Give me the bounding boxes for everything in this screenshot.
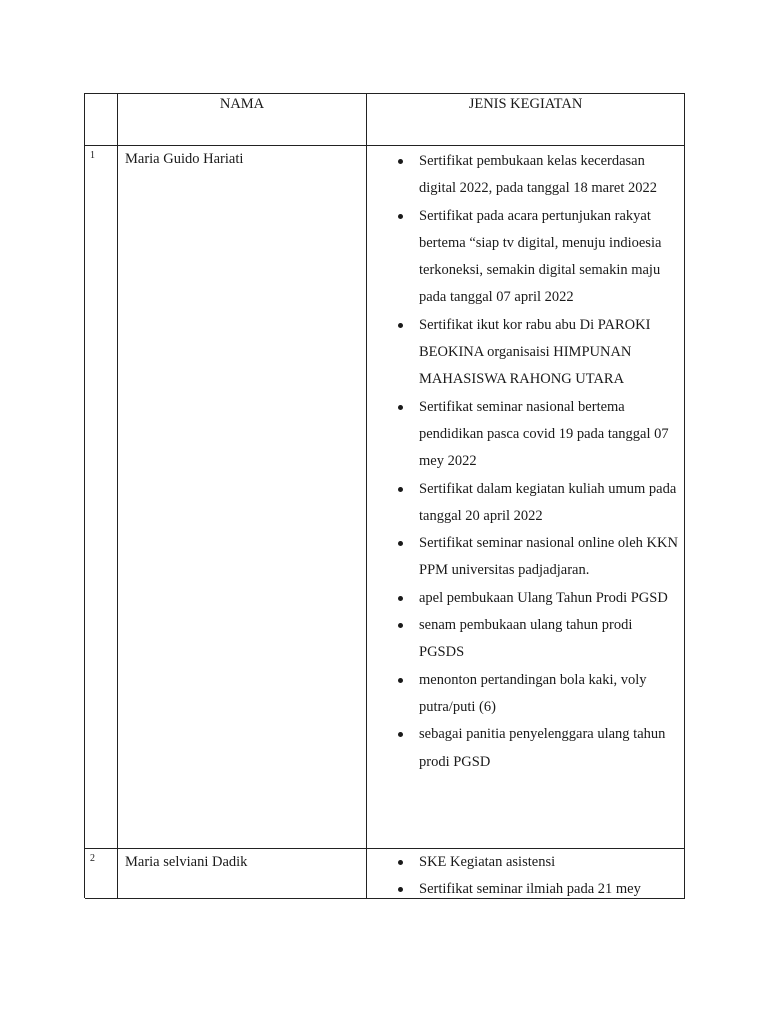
bullet-icon bbox=[398, 405, 403, 410]
bullet-icon bbox=[398, 596, 403, 601]
activity-text: sebagai panitia penyelenggara ulang tahun prodi PGSD bbox=[419, 726, 666, 770]
row-1-number: 1 bbox=[85, 146, 118, 849]
header-activities-cell: JENIS KEGIATAN bbox=[367, 94, 685, 146]
activity-text: Sertifikat pada acara pertunjukan rakyat bertema “siap tv digital, menuju indioesia terkoneksi, semakin digital semakin maju pada tanggal 07 april 2022 bbox=[419, 207, 662, 306]
list-item bbox=[367, 530, 684, 585]
list-item bbox=[367, 585, 684, 612]
header-no-cell bbox=[85, 94, 118, 146]
activity-text: SKE Kegiatan asistensi bbox=[419, 854, 556, 870]
row-2-activity-list bbox=[367, 849, 684, 904]
bullet-icon bbox=[398, 860, 403, 865]
row-1-activities bbox=[367, 146, 685, 849]
list-item bbox=[367, 876, 684, 903]
activity-text: senam pembukaan ulang tahun prodi PGSDS bbox=[419, 617, 633, 661]
activity-table bbox=[84, 93, 685, 898]
row-1-activity-list bbox=[367, 148, 684, 776]
row-2-number: 2 bbox=[85, 849, 118, 899]
list-item bbox=[367, 667, 684, 722]
row-1-name: Maria Guido Hariati bbox=[118, 146, 367, 849]
list-item bbox=[367, 312, 684, 394]
list-item bbox=[367, 612, 684, 667]
header-name-cell: NAMA bbox=[118, 94, 367, 146]
list-item bbox=[367, 721, 684, 776]
activity-text: Sertifikat ikut kor rabu abu Di PAROKI BEOKINA organisaisi HIMPUNAN MAHASISWA RAHONG UTARA bbox=[419, 316, 651, 388]
bullet-icon bbox=[398, 487, 403, 492]
bullet-icon bbox=[398, 159, 403, 164]
bullet-icon bbox=[398, 623, 403, 628]
activity-text: Sertifikat pembukaan kelas kecerdasan digital 2022, pada tanggal 18 maret 2022 bbox=[419, 153, 657, 197]
list-item bbox=[367, 148, 684, 203]
bullet-icon bbox=[398, 678, 403, 683]
activity-text: Sertifikat seminar ilmiah pada 21 mey bbox=[419, 881, 641, 898]
activity-text: menonton pertandingan bola kaki, voly putra/puti (6) bbox=[419, 671, 647, 715]
bullet-icon bbox=[398, 732, 403, 737]
row-2-name: Maria selviani Dadik bbox=[118, 849, 367, 899]
bullet-icon bbox=[398, 887, 403, 892]
row-2-activities bbox=[367, 849, 685, 899]
bullet-icon bbox=[398, 214, 403, 219]
activity-text: Sertifikat seminar nasional online oleh KKN PPM universitas padjadjaran. bbox=[419, 535, 678, 579]
list-item bbox=[367, 394, 684, 476]
activity-text: Sertifikat seminar nasional bertema pendidikan pasca covid 19 pada tanggal 07 mey 2022 bbox=[419, 398, 669, 470]
activity-text: Sertifikat dalam kegiatan kuliah umum pada tanggal 20 april 2022 bbox=[419, 480, 677, 524]
list-item bbox=[367, 849, 684, 876]
activity-text: apel pembukaan Ulang Tahun Prodi PGSD bbox=[419, 589, 668, 606]
list-item bbox=[367, 476, 684, 531]
bullet-icon bbox=[398, 541, 403, 546]
bullet-icon bbox=[398, 323, 403, 328]
list-item bbox=[367, 203, 684, 312]
